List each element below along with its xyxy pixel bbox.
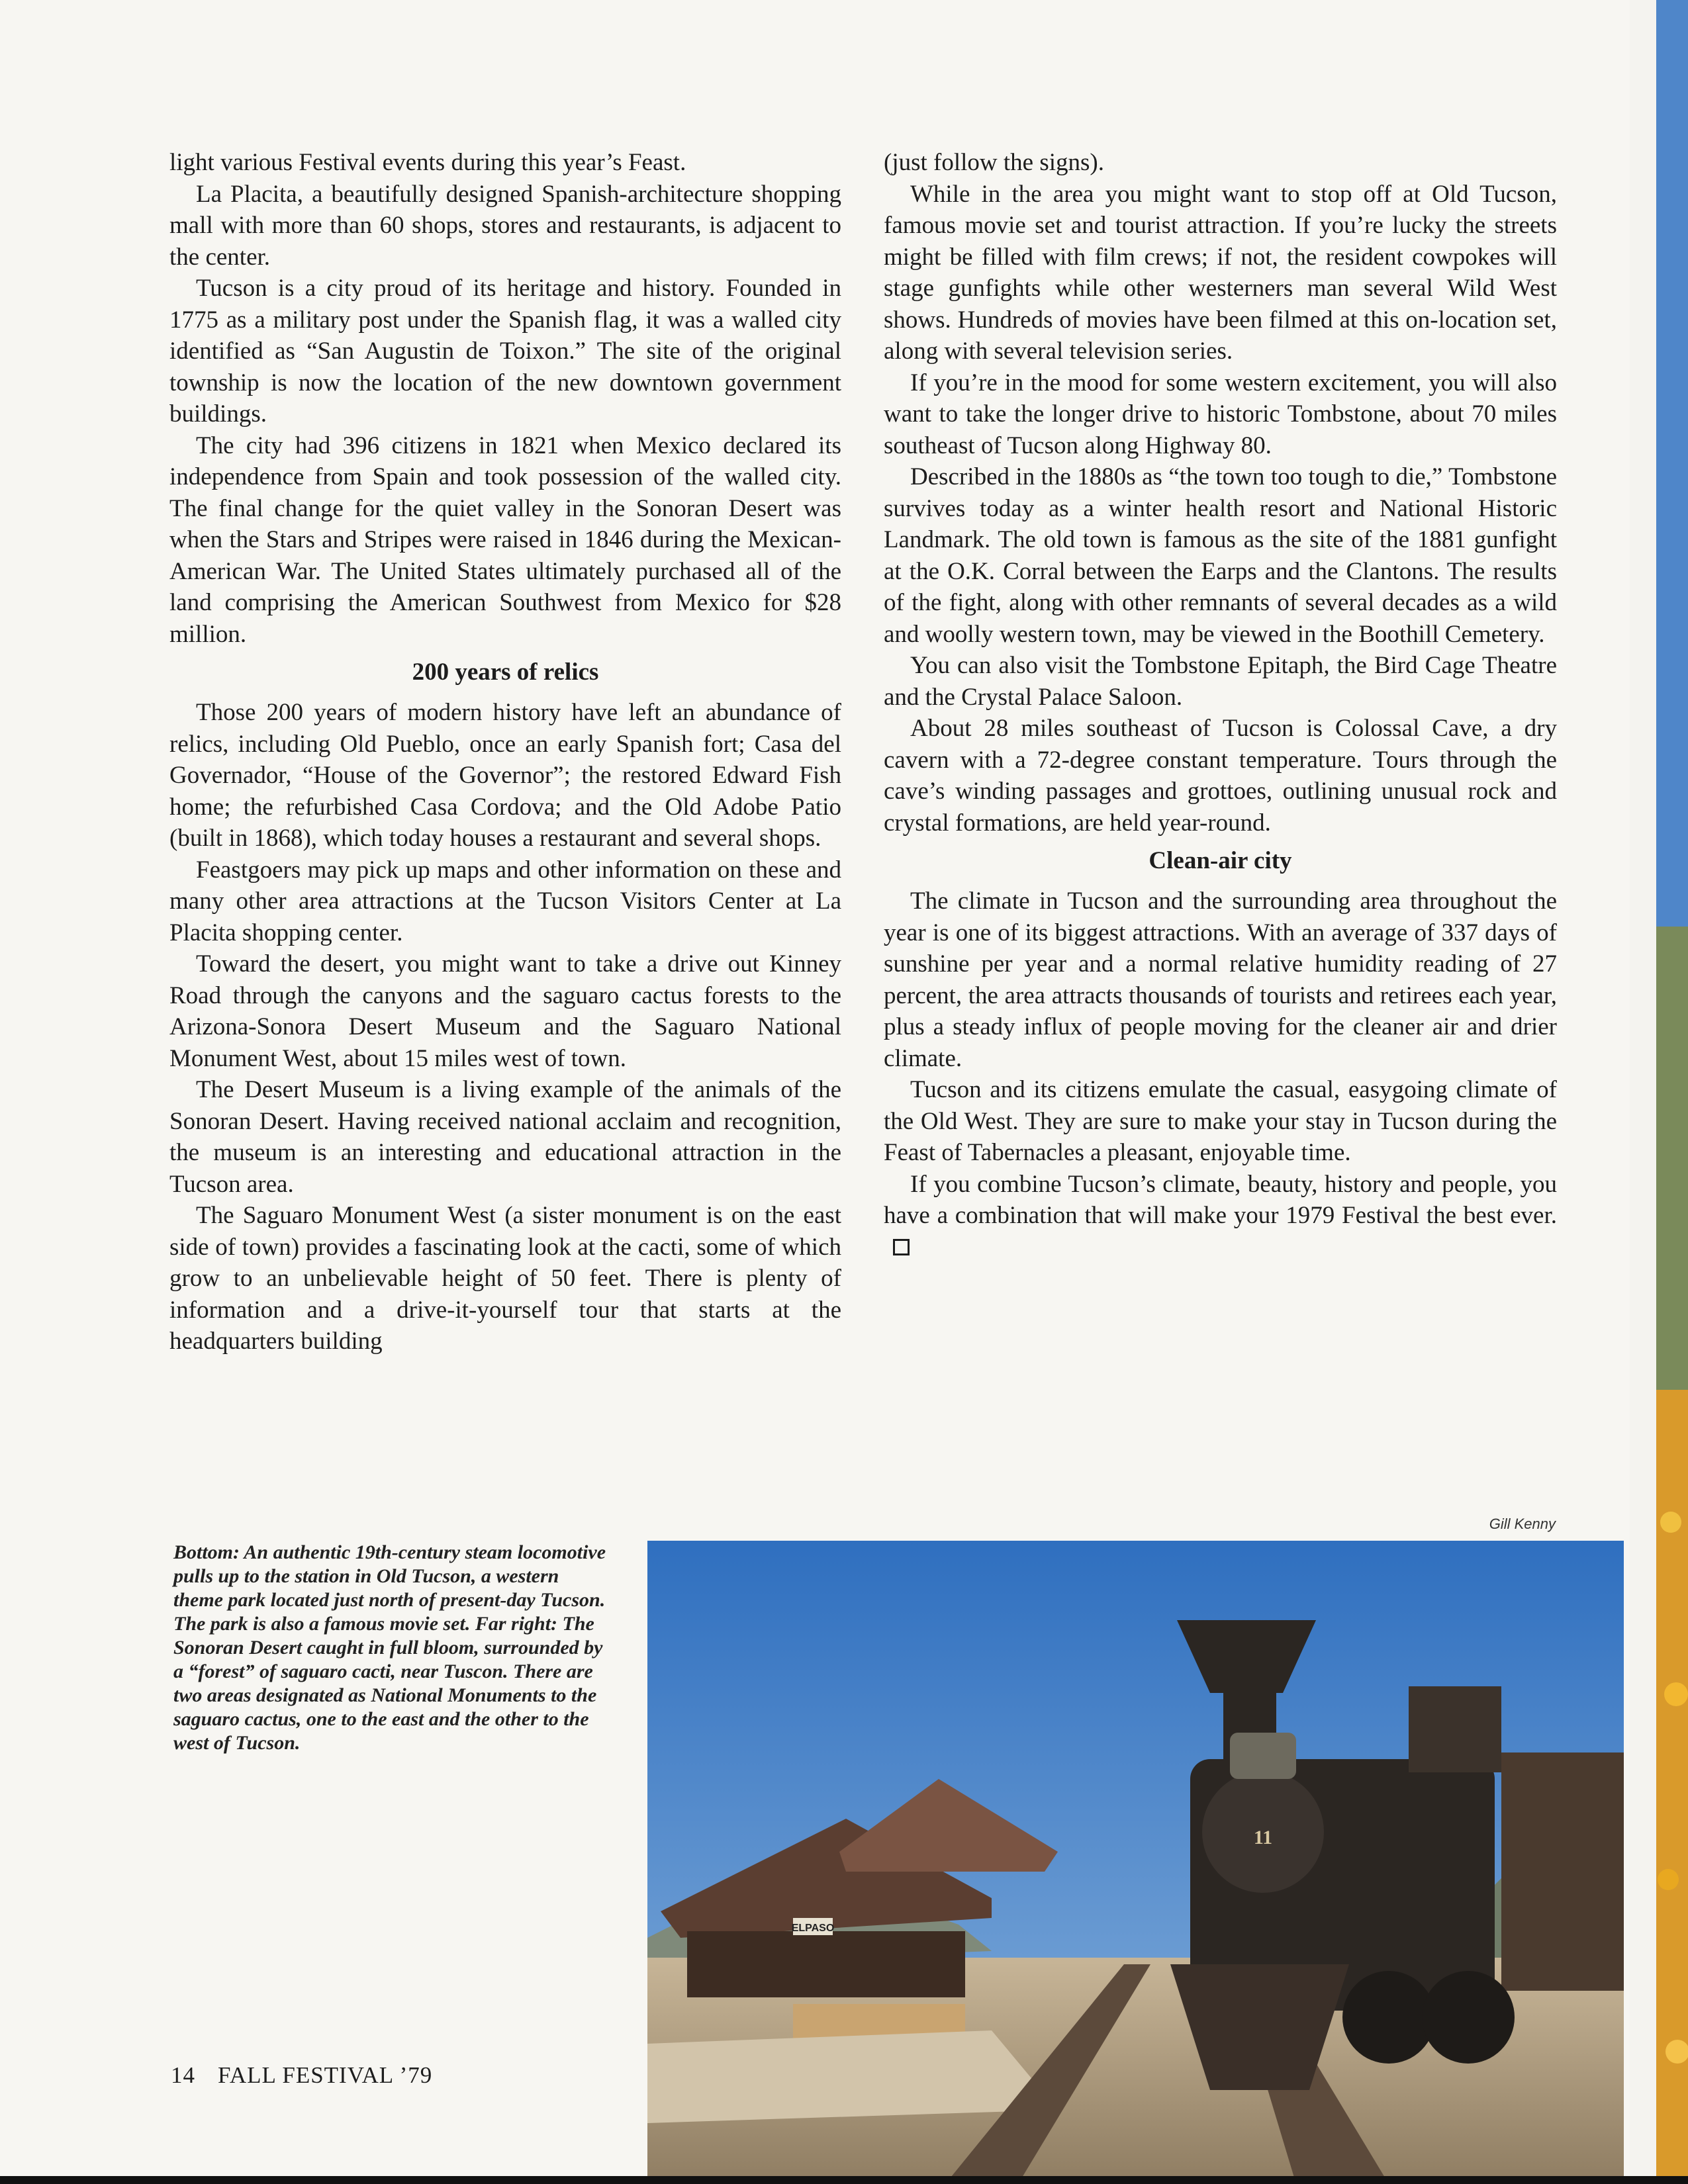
body-paragraph xyxy=(169,948,841,1074)
paragraph-text: You can also visit the Tombstone Epitaph, the Bird Cage Theatre and the Crystal Palace Saloon. xyxy=(884,652,1557,711)
paragraph-text: About 28 miles southeast of Tucson is Colossal Cave, a dry cavern with a 72-degree constant temperature. Tours through the cave’s winding passages and grottoes, outlining unusual rock and crystal formations, are held year-round. xyxy=(884,715,1557,837)
tender xyxy=(1501,1752,1624,1991)
body-paragraph xyxy=(169,854,841,949)
body-paragraph xyxy=(169,147,841,179)
paragraph-text: Toward the desert, you might want to take a drive out Kinney Road through the canyons and the saguaro cactus forests to the Arizona-Sonora Desert Museum and the Saguaro National Monument West, about 15 miles west of town. xyxy=(169,950,841,1072)
section-heading xyxy=(169,657,841,688)
paragraph-text: While in the area you might want to stop off at Old Tucson, famous movie set and tourist attraction. If you’re lucky the streets might be filled with film crews; if not, the resident cowpokes will stage gunfights while other westerners man several Wild West shows. Hundreds of movies have been filmed at this on-location set, along with several television series. xyxy=(884,180,1557,365)
paragraph-text: (just follow the signs). xyxy=(884,149,1104,176)
article-column-left xyxy=(169,147,841,1357)
body-paragraph xyxy=(884,886,1557,1074)
paragraph-text: Clean-air city xyxy=(1149,847,1292,874)
body-paragraph xyxy=(884,461,1557,650)
headlamp xyxy=(1230,1733,1296,1779)
paragraph-text: La Placita, a beautifully designed Spanish-architecture shopping mall with more than 60 shops, stores and restaurants, is adjacent to the center. xyxy=(169,180,841,271)
body-paragraph xyxy=(169,179,841,273)
paragraph-text: Described in the 1880s as “the town too tough to die,” Tombstone survives today as a winter health resort and National Historic Landmark. The old town is famous as the site of the 1881 gunfight at the O.K. Corral between the Earps and the Clantons. The results of the fight, along with other remnants of several decades as a wild and woolly western town, may be viewed in the Boothill Cemetery. xyxy=(884,463,1557,648)
locomotive-number: 11 xyxy=(1253,1827,1273,1848)
locomotive-photo-illustration xyxy=(647,1541,1624,2184)
body-paragraph xyxy=(884,367,1557,462)
paragraph-text: If you’re in the mood for some western excitement, you will also want to take the longer drive to historic Tombstone, about 70 miles southeast of Tucson along Highway 80. xyxy=(884,369,1557,459)
drive-wheel xyxy=(1342,1971,1435,2064)
paragraph-text: Those 200 years of modern history have left an abundance of relics, including Old Pueblo, once an early Spanish fort; Casa del Governador, “House of the Governor”; the restored Edward Fish home; the refurbished Casa Cordova; and the Old Adobe Patio (built in 1868), which today houses a restaurant and several shops. xyxy=(169,699,841,852)
body-paragraph xyxy=(884,713,1557,839)
cab xyxy=(1409,1686,1501,1772)
end-mark-icon xyxy=(893,1239,910,1255)
locomotive-photo xyxy=(647,1541,1624,2184)
paragraph-text: If you combine Tucson’s climate, beauty, history and people, you have a combination that will make your 1979 Festival the best ever. xyxy=(884,1170,1557,1229)
paragraph-text: Tucson and its citizens emulate the casual, easygoing climate of the Old West. They are sure to make your stay in Tucson during the Feast of Tabernacles a pleasant, enjoyable time. xyxy=(884,1076,1557,1166)
platform xyxy=(647,2030,1058,2123)
scan-bottom-edge xyxy=(0,2176,1688,2184)
photo-credit: Gill Kenny xyxy=(1489,1516,1556,1532)
body-paragraph xyxy=(884,147,1557,179)
paragraph-text: light various Festival events during this year’s Feast. xyxy=(169,149,686,176)
drive-wheel-2 xyxy=(1422,1971,1515,2064)
page-footer xyxy=(171,2062,432,2089)
article-column-right xyxy=(884,147,1557,1263)
body-paragraph xyxy=(884,1074,1557,1169)
paragraph-text: Tucson is a city proud of its heritage and history. Founded in 1775 as a military post under the Spanish flag, it was a walled city identified as “San Augustin de Toixon.” The site of the original township is now the location of the new downtown government buildings. xyxy=(169,275,841,428)
body-paragraph xyxy=(884,1169,1557,1263)
publication-name: FALL FESTIVAL ’79 xyxy=(218,2062,433,2088)
body-paragraph xyxy=(169,1074,841,1200)
paragraph-text: The Desert Museum is a living example of the animals of the Sonoran Desert. Having received national acclaim and recognition, the museum is an interesting and educational attraction in the Tucson area. xyxy=(169,1076,841,1198)
paragraph-text: Feastgoers may pick up maps and other information on these and many other area attractions at the Tucson Visitors Center at La Placita shopping center. xyxy=(169,856,841,946)
desert-bloom-photo-edge xyxy=(1630,0,1688,2184)
paragraph-text: The city had 396 citizens in 1821 when Mexico declared its independence from Spain and took possession of the walled city. The final change for the quiet valley in the Sonoran Desert was when the Stars and Stripes were raised in 1846 during the Mexican-American War. The United States ultimately purchased all of the land comprising the American Southwest from Mexico for $28 million. xyxy=(169,432,841,648)
page-number: 14 xyxy=(171,2062,195,2088)
body-paragraph xyxy=(169,697,841,854)
body-paragraph xyxy=(169,1200,841,1357)
body-paragraph xyxy=(884,650,1557,713)
body-paragraph xyxy=(884,179,1557,367)
photo-caption: Bottom: An authentic 19th-century steam locomotive pulls up to the station in Old Tucson, a western theme park located just north of present-day Tucson. The park is also a famous movie set. Far right: The Sonoran Desert caught in full bloom, surrounded by a “forest” of saguaro cacti, near Tuscon. There are two areas designated as National Monuments to the saguaro cactus, one to the east and the other to the west of Tucson. xyxy=(173,1541,606,1754)
body-paragraph xyxy=(169,273,841,430)
paragraph-text: The climate in Tucson and the surrounding area throughout the year is one of its biggest attractions. With an average of 337 days of sunshine per year and a normal relative humidity reading of 27 percent, the area attracts thousands of tourists and retirees each year, plus a steady influx of people moving for the cleaner air and drier climate. xyxy=(884,887,1557,1072)
paragraph-text: 200 years of relics xyxy=(412,659,599,686)
station-sign-text: ELPASO xyxy=(791,1923,835,1934)
station-building xyxy=(687,1931,965,1997)
paragraph-text: The Saguaro Monument West (a sister monument is on the east side of town) provides a fascinating look at the cacti, some of which grow to an unbelievable height of 50 feet. There is plenty of information and a drive-it-yourself tour that starts at the headquarters building xyxy=(169,1202,841,1355)
section-heading xyxy=(884,845,1557,876)
body-paragraph xyxy=(169,430,841,651)
facing-page-edge xyxy=(1630,0,1688,2184)
